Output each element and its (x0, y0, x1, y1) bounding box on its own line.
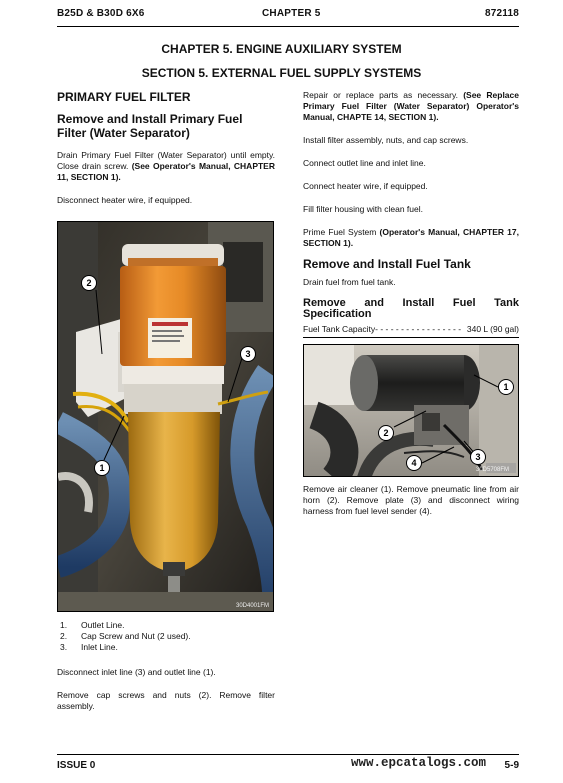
legend-item (57, 631, 275, 642)
callout-3-left: 3 (240, 346, 256, 362)
repair-replace-reference: (See Replace Primary Fuel Filter (Water Separator) Operator's Manual, CHAPTE 14, SECTION 1). (303, 90, 519, 122)
connect-heater-paragraph: Connect heater wire, if equipped. (303, 181, 428, 191)
legend-item (57, 642, 275, 653)
figure-legend (57, 620, 275, 653)
header-chapter: CHAPTER 5 (262, 8, 321, 19)
callout-1-right: 1 (498, 379, 514, 395)
install-filter-paragraph: Install filter assembly, nuts, and cap screws. (303, 135, 469, 145)
drain-filter-reference: (See Operator's Manual, CHAPTER 11, SECTION 1). (57, 161, 275, 182)
fuel-filter-photo (57, 221, 274, 612)
fuel-tank-caption: Remove air cleaner (1). Remove pneumatic line from air horn (2). Remove plate (3) and disconnect wiring harness from fuel level sender (4). (303, 484, 519, 516)
legend-item (57, 620, 275, 631)
remove-cap-screws-paragraph: Remove cap screws and nuts (2). Remove filter assembly. (57, 690, 275, 711)
header-divider (57, 26, 519, 27)
spec-label: Fuel Tank Capacity- - - - - - - - - - - - - - - - - (303, 324, 462, 334)
fuel-tank-capacity-row (303, 324, 519, 338)
prime-fuel-reference: (Operator's Manual, CHAPTER 17, SECTION 1). (303, 227, 519, 248)
spec-value: 340 L (90 gal) (466, 324, 519, 334)
footer-issue: ISSUE 0 (57, 760, 96, 771)
chapter-title: CHAPTER 5. ENGINE AUXILIARY SYSTEM (161, 42, 402, 56)
callout-2-right: 2 (378, 425, 394, 441)
header-doc-number: 872118 (484, 8, 519, 19)
footer-page-number: 5-9 (504, 760, 519, 771)
fuel-tank-caption-block (303, 484, 519, 529)
legend-number: 2. (60, 631, 68, 641)
right-column (303, 90, 519, 347)
repair-replace-text: Repair or replace parts as necessary. (303, 90, 458, 100)
remove-install-filter-subheading: Remove and Install Primary Fuel Filter (Water Separator) (57, 112, 243, 140)
fuel-tank-heading: Remove and Install Fuel Tank (303, 257, 471, 271)
disconnect-heater-paragraph: Disconnect heater wire, if equipped. (57, 195, 193, 205)
prime-fuel-paragraph (303, 227, 519, 249)
legend-text: Outlet Line. (81, 620, 125, 630)
right-figure-code: 30D5708FM (476, 467, 510, 473)
legend-text: Inlet Line. (81, 642, 118, 652)
footer-divider (57, 754, 519, 755)
left-bottom-text (57, 614, 275, 724)
section-title: SECTION 5. EXTERNAL FUEL SUPPLY SYSTEMS (141, 66, 422, 80)
legend-text: Cap Screw and Nut (2 used). (81, 631, 191, 641)
legend-number: 3. (60, 642, 68, 652)
legend-number: 1. (60, 620, 68, 630)
drain-tank-paragraph: Drain fuel from fuel tank. (303, 277, 396, 287)
callout-2-left: 2 (81, 275, 97, 291)
left-figure-code: 30D4001FM (236, 603, 270, 609)
fill-housing-paragraph: Fill filter housing with clean fuel. (303, 204, 424, 214)
specification-heading-line1: Remove and Install Fuel Tank (303, 297, 519, 309)
fuel-tank-photo (303, 344, 519, 477)
specification-heading-line2: Specification (303, 308, 372, 320)
repair-replace-paragraph (303, 90, 519, 123)
callout-1-left: 1 (94, 460, 110, 476)
watermark-url: www.epcatalogs.com (348, 756, 489, 770)
disconnect-lines-paragraph: Disconnect inlet line (3) and outlet line (1). (57, 667, 216, 677)
left-column (57, 90, 275, 218)
prime-fuel-text: Prime Fuel System (303, 227, 377, 237)
drain-filter-text: Drain Primary Fuel Filter (Water Separator) until empty. Close drain screw. (57, 150, 275, 171)
header-model: B25D & B30D 6X6 (57, 8, 145, 19)
callout-3-right: 3 (470, 449, 486, 465)
callout-4-right: 4 (406, 455, 422, 471)
drain-filter-paragraph (57, 150, 275, 183)
primary-fuel-filter-heading: PRIMARY FUEL FILTER (57, 90, 191, 104)
connect-lines-paragraph: Connect outlet line and inlet line. (303, 158, 426, 168)
